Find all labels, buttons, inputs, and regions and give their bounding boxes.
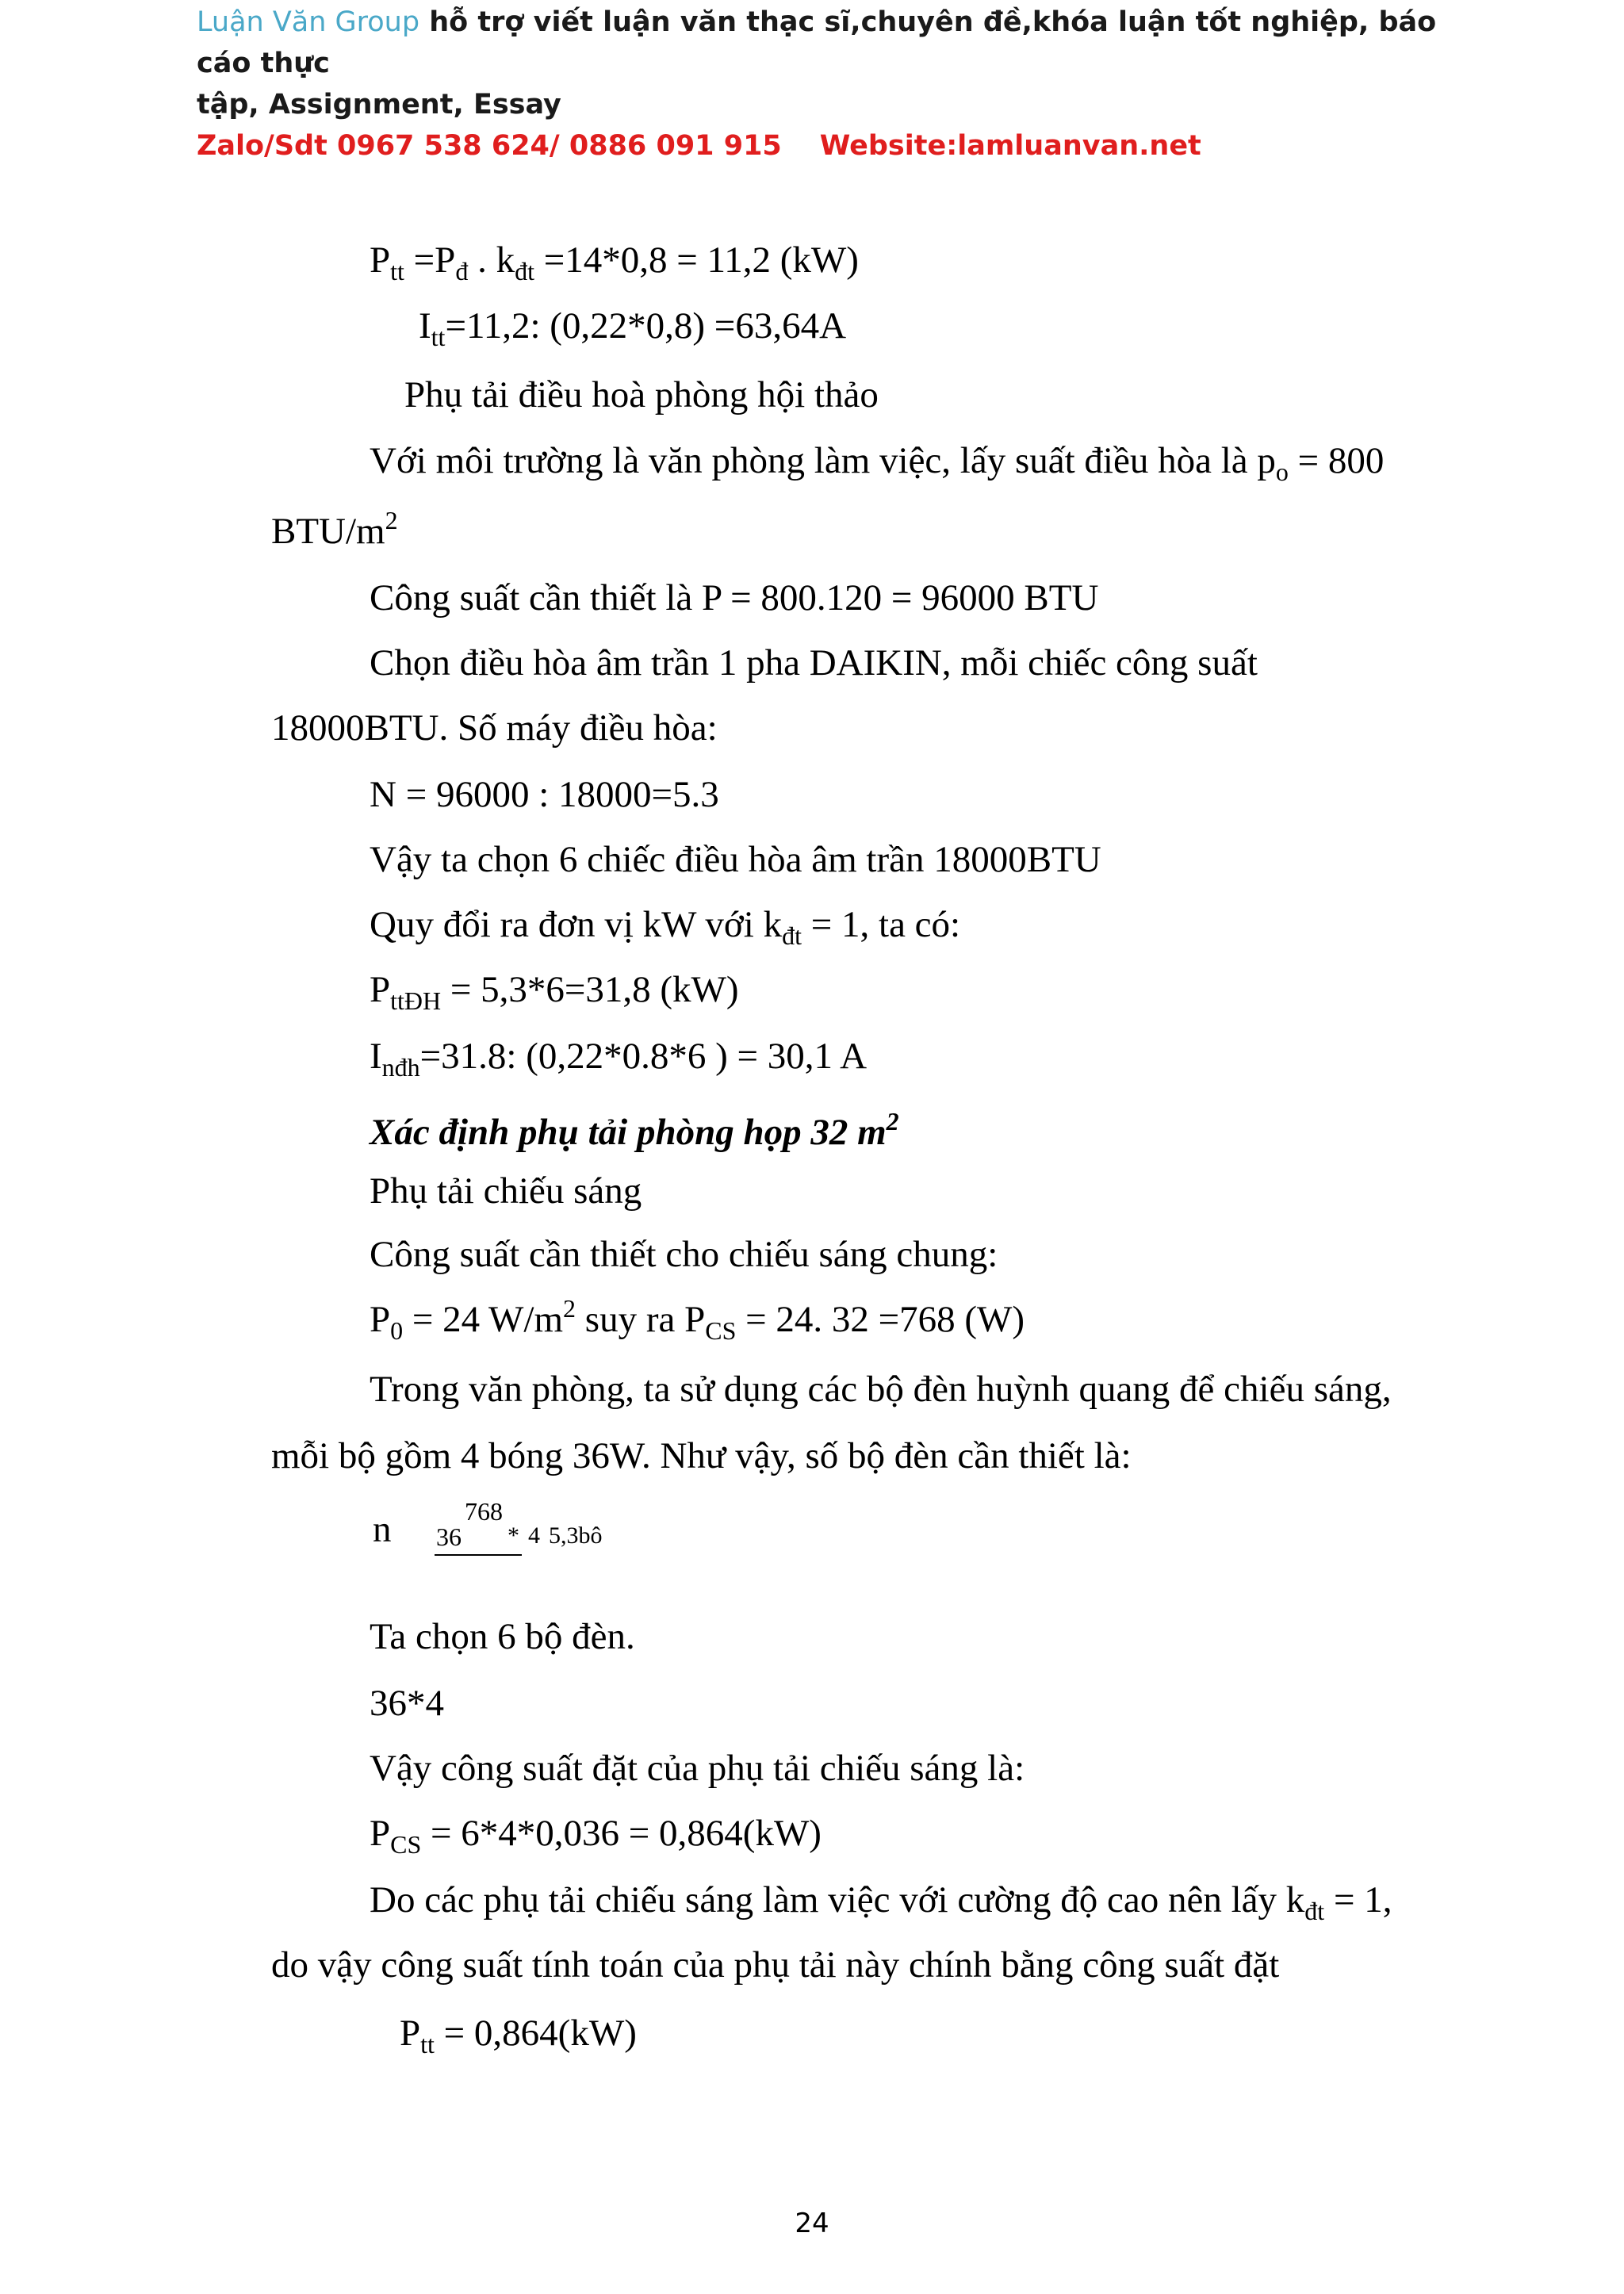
formula-numerator: 768 [465,1497,503,1526]
header-contact-line [197,125,1450,167]
text-line-heading-conference-ac: Phụ tải điều hoà phòng hội thảo [404,374,879,416]
header-website: Website:lamluanvan.net [819,130,1201,162]
fraction-bar [435,1554,522,1556]
text-line-lighting-load: Phụ tải chiếu sáng [370,1170,642,1212]
formula-result: 5,3bô [549,1522,603,1549]
text-line-calc-equals-installed: do vậy công suất tính toán của phụ tải này chính bằng công suất đặt [271,1944,1280,1986]
formula-star: * [508,1522,519,1549]
formula-n: n [373,1509,392,1550]
text-line-installed-power: Vậy công suất đặt của phụ tải chiếu sáng là: [370,1748,1025,1789]
text-line-general-lighting: Công suất cần thiết cho chiếu sáng chung: [370,1234,998,1275]
text-line-pcs: $P_{CS} = 6*4*0,036 = 0,864(kW)$ [370,1813,822,1859]
text-line-p0: $P_0 = 24$ $W/m^2$ suy ra $P_{CS} = 24$. 32 =768 (W) [370,1294,1025,1345]
text-line-choose-daikin: Chọn điều hòa âm trần 1 pha DAIKIN, mỗi chiếc công suất [370,642,1258,684]
text-line-choose-six-lamps: Ta chọn 6 bộ đèn. [370,1616,635,1657]
header-phone: Zalo/Sdt 0967 538 624/ 0886 091 915 [197,130,782,162]
lamp-count-formula [373,1491,626,1562]
text-line-btu-unit: BTU/$m^2$ [271,506,398,552]
text-line-ptt: $P_{tt} =P_đ$ . $k_{đt} =14*0,8 = 11,2$ (kW) [370,239,859,285]
section-heading-meeting-room: Xác định phụ tải phòng họp 32 $m^2$ [370,1107,899,1153]
text-line-kdt-high: Do các phụ tải chiếu sáng làm việc với cường độ cao nên lấy $k_{đt} = 1$, [370,1879,1392,1925]
text-line-bulbs-per-set: mỗi bộ gồm 4 bóng 36W. Như vậy, số bộ đèn cần thiết là: [271,1435,1132,1476]
text-line-36x4: 36*4 [370,1683,444,1724]
header-line-1 [197,2,1450,84]
text-line-n-calc: N = 96000 : 18000=5.3 [370,774,719,815]
text-line-fluorescent: Trong văn phòng, ta sử dụng các bộ đèn huỳnh quang để chiếu sáng, [370,1369,1392,1410]
header-line-2: tập, Assignment, Essay [197,89,561,121]
text-line-ptt-dh: $P_{ttĐH} = 5,3*6=31,8$ (kW) [370,969,739,1015]
text-line-ptt-final: $P_{tt} = 0,864(kW)$ [400,2013,637,2058]
text-line-convert-kw: Quy đổi ra đơn vị kW với $k_{đt} = 1$, ta có: [370,904,961,950]
text-line-choose-six: Vậy ta chọn 6 chiếc điều hòa âm trần 18000BTU [370,839,1101,880]
formula-denominator: 36 [436,1522,462,1551]
text-line-required-power: Công suất cần thiết là P = 800.120 = 96000 BTU [370,577,1099,618]
text-line-ac-rate: Với môi trường là văn phòng làm việc, lấy suất điều hòa là $p_o = 800$ [370,440,1385,486]
text-line-indh: $I_{nđh}=31.8$: (0,22*0.8*6 ) = 30,1 A [370,1036,868,1082]
text-line-unit-count: 18000BTU. Số máy điều hòa: [271,707,718,749]
header-tagline: hỗ trợ viết luận văn thạc sĩ,chuyên đề,khóa luận tốt nghiệp, báo cáo thực [197,6,1437,79]
text-line-itt: $I_{tt}=11,2$: (0,22*0,8) =63,64A [419,305,847,351]
brand-name: Luận Văn Group [197,6,420,38]
page-header [197,0,1450,167]
page-number: 24 [795,2208,829,2239]
formula-four: 4 [528,1522,540,1549]
